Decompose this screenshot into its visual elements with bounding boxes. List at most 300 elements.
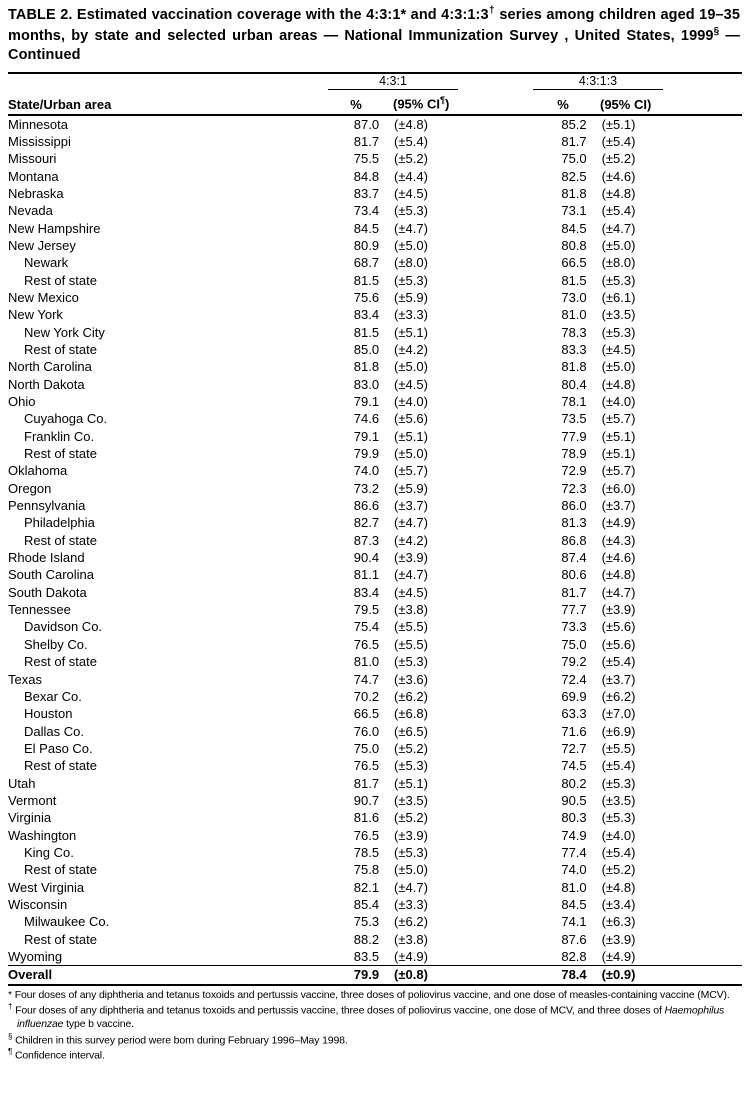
row-pct-431: 80.9 bbox=[353, 237, 380, 253]
row-pct-431: 82.1 bbox=[353, 879, 380, 895]
row-area-name bbox=[8, 740, 339, 757]
row-ci-4313: (±5.0) bbox=[601, 237, 636, 253]
footnote bbox=[8, 1032, 742, 1048]
table-row bbox=[8, 185, 742, 202]
table-row bbox=[8, 462, 742, 479]
row-pct-4313: 78.1 bbox=[561, 394, 587, 409]
row-ci-4313: (±4.7) bbox=[601, 584, 636, 600]
row-area-label: Minnesota bbox=[8, 116, 68, 132]
column-header-pct-431: % bbox=[350, 96, 362, 112]
row-area-name bbox=[8, 931, 339, 948]
row-ci-4313: (±5.7) bbox=[601, 463, 636, 479]
table-row bbox=[8, 202, 742, 219]
table-row bbox=[8, 653, 742, 670]
row-ci-4313: (±6.2) bbox=[601, 688, 636, 704]
row-area-name bbox=[8, 618, 339, 635]
row-ci-4313: (±6.9) bbox=[601, 723, 636, 739]
row-area-label: South Carolina bbox=[8, 567, 94, 583]
row-pct-431: 85.0 bbox=[353, 341, 380, 357]
row-area-name bbox=[8, 948, 339, 965]
row-pct-4313: 74.1 bbox=[561, 914, 587, 930]
row-area-name bbox=[8, 723, 339, 740]
table-row bbox=[8, 705, 742, 722]
row-ci-4313: (±5.7) bbox=[601, 411, 636, 427]
row-pct-4313: 81.5 bbox=[561, 272, 587, 288]
row-pct-4313: 81.3 bbox=[561, 515, 587, 531]
row-area-name bbox=[8, 410, 339, 427]
table-header bbox=[8, 74, 742, 114]
table-row bbox=[8, 254, 742, 271]
row-area-label: Philadelphia bbox=[24, 515, 95, 531]
table-row bbox=[8, 445, 742, 462]
row-area-label: Missouri bbox=[8, 151, 57, 167]
row-ci-4313: (±5.5) bbox=[601, 740, 636, 756]
footnotes bbox=[8, 989, 742, 1064]
row-ci-4313: (±5.1) bbox=[601, 116, 636, 132]
row-ci-4313: (±7.0) bbox=[601, 706, 636, 722]
row-ci-431: (±4.2) bbox=[394, 341, 428, 357]
table-row bbox=[8, 376, 742, 393]
row-area-name bbox=[8, 133, 339, 150]
ci-431-sup: ¶ bbox=[439, 95, 445, 106]
row-ci-431: (±3.3) bbox=[394, 307, 428, 323]
overall-ci-4313: (±0.9) bbox=[601, 967, 636, 983]
table-row bbox=[8, 168, 742, 185]
title-line-1: TABLE 2. Estimated vaccination coverage with the 4:3:1* and 4:3:1:3 bbox=[8, 6, 489, 23]
row-ci-431: (±5.9) bbox=[394, 480, 428, 496]
row-pct-4313: 80.6 bbox=[561, 567, 587, 583]
row-ci-4313: (±4.3) bbox=[601, 532, 636, 548]
row-ci-4313: (±5.3) bbox=[601, 272, 636, 288]
row-pct-4313: 85.2 bbox=[561, 116, 587, 132]
row-area-name bbox=[8, 913, 339, 930]
row-ci-431: (±5.3) bbox=[394, 844, 428, 860]
row-ci-4313: (±6.0) bbox=[601, 480, 636, 496]
table-row bbox=[8, 480, 742, 497]
row-area-label: Montana bbox=[8, 168, 59, 184]
row-ci-431: (±5.3) bbox=[394, 654, 428, 670]
row-ci-431: (±3.6) bbox=[394, 671, 428, 687]
table-body bbox=[8, 116, 742, 966]
row-area-name bbox=[8, 393, 339, 410]
row-area-name bbox=[8, 376, 339, 393]
row-ci-4313: (±5.4) bbox=[601, 844, 636, 860]
row-pct-431: 75.0 bbox=[353, 740, 380, 756]
row-ci-4313: (±4.8) bbox=[601, 376, 636, 392]
row-pct-4313: 72.3 bbox=[561, 480, 587, 496]
row-pct-431: 79.5 bbox=[353, 602, 380, 618]
row-ci-4313: (±5.1) bbox=[601, 446, 636, 462]
table-row bbox=[8, 116, 742, 133]
row-ci-431: (±5.3) bbox=[394, 272, 428, 288]
row-area-name bbox=[8, 809, 339, 826]
footnote-marker: § bbox=[8, 1031, 13, 1041]
footnote bbox=[8, 989, 742, 1002]
row-area-label: El Paso Co. bbox=[24, 740, 93, 756]
column-headers bbox=[8, 96, 742, 112]
table-row bbox=[8, 844, 742, 861]
table-row bbox=[8, 306, 742, 323]
ci-431-close: ) bbox=[444, 96, 450, 112]
table-row bbox=[8, 913, 742, 930]
row-pct-431: 68.7 bbox=[353, 255, 380, 271]
row-pct-4313: 81.0 bbox=[561, 879, 587, 895]
row-pct-4313: 81.8 bbox=[561, 359, 587, 375]
row-area-label: Mississippi bbox=[8, 133, 71, 149]
group-header-431 bbox=[328, 74, 458, 90]
footnote-text: Confidence interval. bbox=[14, 1049, 105, 1062]
table-row bbox=[8, 584, 742, 601]
row-ci-4313: (±3.5) bbox=[601, 792, 636, 808]
group-header-431-rule bbox=[328, 89, 458, 90]
row-pct-431: 86.6 bbox=[353, 498, 380, 514]
row-area-name bbox=[8, 653, 339, 670]
title-line-3: National Immunization Survey , United States, 1999 bbox=[344, 27, 714, 44]
overall-pct-4313: 78.4 bbox=[561, 967, 587, 983]
table-row bbox=[8, 601, 742, 618]
row-area-label: West Virginia bbox=[8, 879, 85, 895]
title-line-1b: series bbox=[494, 6, 542, 23]
table-row bbox=[8, 237, 742, 254]
table-row bbox=[8, 324, 742, 341]
row-ci-4313: (±4.8) bbox=[601, 879, 636, 895]
row-pct-431: 87.3 bbox=[353, 532, 380, 548]
row-area-label: North Carolina bbox=[8, 359, 92, 375]
footnote-text: Children in this survey period were born during February 1996–May 1998. bbox=[15, 1034, 348, 1046]
row-ci-431: (±5.0) bbox=[394, 446, 428, 462]
row-pct-431: 90.7 bbox=[353, 792, 380, 808]
row-area-label: Shelby Co. bbox=[24, 636, 88, 652]
row-pct-431: 81.7 bbox=[353, 775, 380, 791]
row-area-name bbox=[8, 636, 339, 653]
title-line-3b: — Continued bbox=[8, 27, 740, 64]
row-pct-431: 75.5 bbox=[353, 151, 380, 167]
row-area-label: Davidson Co. bbox=[24, 619, 103, 635]
row-pct-431: 76.0 bbox=[353, 723, 380, 739]
table-row bbox=[8, 272, 742, 289]
row-area-name bbox=[8, 341, 339, 358]
row-ci-431: (±3.3) bbox=[394, 896, 428, 912]
table-row bbox=[8, 220, 742, 237]
table-row bbox=[8, 549, 742, 566]
row-ci-4313: (±5.2) bbox=[601, 862, 636, 878]
row-area-name bbox=[8, 601, 339, 618]
row-pct-431: 90.4 bbox=[353, 550, 380, 566]
row-pct-4313: 73.5 bbox=[561, 411, 587, 427]
vaccination-coverage-table bbox=[8, 116, 742, 966]
footnote-text-cont: type b vaccine. bbox=[63, 1018, 134, 1031]
row-ci-431: (±3.9) bbox=[394, 827, 428, 843]
row-pct-431: 81.0 bbox=[353, 654, 380, 670]
row-ci-431: (±3.8) bbox=[394, 931, 428, 947]
row-pct-431: 75.6 bbox=[353, 289, 380, 305]
row-area-name bbox=[8, 168, 339, 185]
row-ci-4313: (±3.9) bbox=[601, 602, 636, 618]
table-row bbox=[8, 671, 742, 688]
row-area-label: Utah bbox=[8, 775, 36, 791]
row-pct-4313: 80.4 bbox=[561, 376, 587, 392]
row-area-label: Rest of state bbox=[24, 758, 97, 774]
row-area-name bbox=[8, 185, 339, 202]
column-header-state: State/Urban area bbox=[8, 96, 112, 112]
table-row bbox=[8, 809, 742, 826]
row-area-label: New York bbox=[8, 307, 63, 323]
row-area-label: Pennsylvania bbox=[8, 498, 86, 514]
row-ci-4313: (±4.5) bbox=[601, 341, 636, 357]
table-row bbox=[8, 757, 742, 774]
row-ci-4313: (±4.6) bbox=[601, 168, 636, 184]
row-pct-431: 73.4 bbox=[353, 203, 380, 219]
row-ci-4313: (±4.6) bbox=[601, 550, 636, 566]
row-ci-431: (±5.1) bbox=[394, 428, 428, 444]
row-pct-4313: 81.7 bbox=[561, 584, 587, 600]
row-ci-431: (±4.0) bbox=[394, 394, 428, 409]
row-area-name bbox=[8, 566, 339, 583]
row-pct-431: 81.1 bbox=[353, 567, 380, 583]
row-area-label: Franklin Co. bbox=[24, 428, 95, 444]
row-pct-4313: 71.6 bbox=[561, 723, 587, 739]
row-area-label: Wyoming bbox=[8, 949, 63, 964]
row-area-label: Washington bbox=[8, 827, 77, 843]
table-row bbox=[8, 879, 742, 896]
row-ci-431: (±4.7) bbox=[394, 515, 428, 531]
row-area-name bbox=[8, 792, 339, 809]
row-pct-431: 74.0 bbox=[353, 463, 380, 479]
row-area-label: New York City bbox=[24, 324, 105, 340]
table-row bbox=[8, 289, 742, 306]
footnote-marker: ¶ bbox=[8, 1047, 13, 1057]
row-area-label: Rhode Island bbox=[8, 550, 85, 566]
row-pct-4313: 73.3 bbox=[561, 619, 587, 635]
footer-rule bbox=[8, 984, 742, 986]
row-pct-4313: 78.3 bbox=[561, 324, 587, 340]
row-area-label: Oklahoma bbox=[8, 463, 68, 479]
row-ci-4313: (±5.3) bbox=[601, 324, 636, 340]
table-row bbox=[8, 723, 742, 740]
row-pct-431: 73.2 bbox=[353, 480, 380, 496]
overall-pct-431: 79.9 bbox=[353, 967, 380, 983]
row-ci-4313: (±5.2) bbox=[601, 151, 636, 167]
footnote-marker: † bbox=[8, 1002, 13, 1012]
row-area-name bbox=[8, 445, 339, 462]
row-ci-4313: (±3.4) bbox=[601, 896, 636, 912]
table-row bbox=[8, 827, 742, 844]
row-ci-431: (±5.1) bbox=[394, 775, 428, 791]
row-area-name bbox=[8, 532, 339, 549]
row-pct-4313: 73.1 bbox=[561, 203, 587, 219]
row-area-name bbox=[8, 254, 339, 271]
table-row bbox=[8, 393, 742, 410]
row-ci-431: (±5.2) bbox=[394, 810, 428, 826]
table-row bbox=[8, 532, 742, 549]
row-area-label: Rest of state bbox=[24, 862, 97, 878]
row-area-name bbox=[8, 896, 339, 913]
row-area-label: Oregon bbox=[8, 480, 52, 496]
row-ci-431: (±5.6) bbox=[394, 411, 428, 427]
row-area-label: Rest of state bbox=[24, 654, 97, 670]
row-area-label: Tennessee bbox=[8, 602, 71, 618]
row-pct-431: 76.5 bbox=[353, 758, 380, 774]
row-area-name bbox=[8, 671, 339, 688]
row-area-name bbox=[8, 289, 339, 306]
group-header-431-label: 4:3:1 bbox=[379, 73, 407, 88]
row-pct-431: 81.6 bbox=[353, 810, 380, 826]
row-pct-431: 84.8 bbox=[353, 168, 380, 184]
footnote-italic-term: Haemophilus influenzae bbox=[17, 1004, 725, 1031]
row-area-name bbox=[8, 514, 339, 531]
row-area-label: Rest of state bbox=[24, 272, 97, 288]
table-row bbox=[8, 618, 742, 635]
table-row bbox=[8, 688, 742, 705]
row-pct-431: 83.5 bbox=[353, 949, 380, 964]
row-ci-431: (±5.9) bbox=[394, 289, 428, 305]
row-pct-431: 83.4 bbox=[353, 584, 380, 600]
row-pct-4313: 80.8 bbox=[561, 237, 587, 253]
row-pct-4313: 81.7 bbox=[561, 133, 587, 149]
row-ci-431: (±4.7) bbox=[394, 567, 428, 583]
row-pct-4313: 74.9 bbox=[561, 827, 587, 843]
row-area-label: North Dakota bbox=[8, 376, 85, 392]
row-ci-431: (±3.7) bbox=[394, 498, 428, 514]
row-ci-431: (±5.3) bbox=[394, 203, 428, 219]
row-ci-4313: (±5.3) bbox=[601, 810, 636, 826]
row-pct-431: 79.9 bbox=[353, 446, 380, 462]
row-pct-4313: 72.7 bbox=[561, 740, 587, 756]
row-ci-431: (±4.7) bbox=[394, 879, 428, 895]
row-ci-4313: (±4.8) bbox=[601, 567, 636, 583]
table-row bbox=[8, 358, 742, 375]
title-dagger-sup: † bbox=[488, 5, 495, 16]
row-ci-431: (±3.9) bbox=[394, 550, 428, 566]
row-pct-431: 75.8 bbox=[353, 862, 380, 878]
row-area-label: Rest of state bbox=[24, 931, 97, 947]
row-ci-431: (±6.2) bbox=[394, 688, 428, 704]
row-area-label: King Co. bbox=[24, 844, 74, 860]
row-ci-431: (±5.5) bbox=[394, 636, 428, 652]
row-pct-4313: 86.8 bbox=[561, 532, 587, 548]
table-row bbox=[8, 896, 742, 913]
row-ci-431: (±5.1) bbox=[394, 324, 428, 340]
table-row bbox=[8, 948, 742, 965]
row-ci-4313: (±3.7) bbox=[601, 498, 636, 514]
row-pct-431: 83.0 bbox=[353, 376, 380, 392]
row-ci-431: (±5.5) bbox=[394, 619, 428, 635]
table-row bbox=[8, 410, 742, 427]
row-pct-4313: 78.9 bbox=[561, 446, 587, 462]
row-pct-4313: 86.0 bbox=[561, 498, 587, 514]
row-ci-431: (±8.0) bbox=[394, 255, 428, 271]
row-area-name bbox=[8, 237, 339, 254]
table-row-overall bbox=[8, 966, 742, 983]
row-area-label: South Dakota bbox=[8, 584, 87, 600]
row-area-name bbox=[8, 688, 339, 705]
footnote-text: Four doses of any diphtheria and tetanus toxoids and pertussis vaccine, three doses of poliovirus vaccine, one dose of MCV, and three doses of bbox=[15, 1004, 665, 1017]
table-row bbox=[8, 931, 742, 948]
row-pct-431: 76.5 bbox=[353, 827, 380, 843]
row-ci-431: (±4.5) bbox=[394, 584, 428, 600]
row-pct-4313: 74.5 bbox=[561, 758, 587, 774]
row-ci-431: (±5.7) bbox=[394, 463, 428, 479]
row-ci-4313: (±3.9) bbox=[601, 931, 636, 947]
row-ci-431: (±6.2) bbox=[394, 914, 428, 930]
group-header-4313-rule bbox=[533, 89, 663, 90]
footnote bbox=[8, 1047, 742, 1063]
row-area-label: Rest of state bbox=[24, 341, 97, 357]
row-pct-4313: 77.9 bbox=[561, 428, 587, 444]
row-ci-431: (±5.0) bbox=[394, 359, 428, 375]
row-pct-431: 74.7 bbox=[353, 671, 380, 687]
row-area-label: Virginia bbox=[8, 810, 52, 826]
row-pct-431: 79.1 bbox=[353, 428, 380, 444]
row-ci-4313: (±4.0) bbox=[601, 394, 636, 409]
row-ci-4313: (±6.3) bbox=[601, 914, 636, 930]
table-row bbox=[8, 566, 742, 583]
row-pct-431: 70.2 bbox=[353, 688, 380, 704]
row-area-name bbox=[8, 497, 339, 514]
row-ci-4313: (±3.5) bbox=[601, 307, 636, 323]
row-ci-431: (±4.5) bbox=[394, 376, 428, 392]
footnote-text: Four doses of any diphtheria and tetanus toxoids and pertussis vaccine, three doses of poliovirus vaccine, and one dose of measles-containing vaccine (MCV). bbox=[14, 988, 730, 1001]
row-area-label: New Jersey bbox=[8, 237, 76, 253]
row-pct-431: 82.7 bbox=[353, 515, 380, 531]
table-row bbox=[8, 341, 742, 358]
row-area-label: New Mexico bbox=[8, 289, 79, 305]
row-area-name bbox=[8, 358, 339, 375]
table-row bbox=[8, 133, 742, 150]
row-pct-4313: 80.2 bbox=[561, 775, 587, 791]
row-ci-4313: (±4.9) bbox=[601, 949, 636, 964]
table-row bbox=[8, 740, 742, 757]
table-row bbox=[8, 428, 742, 445]
ci-431-text: (95% CI bbox=[393, 96, 440, 112]
row-ci-431: (±3.8) bbox=[394, 602, 428, 618]
row-pct-431: 81.5 bbox=[353, 324, 380, 340]
group-header-4313-label: 4:3:1:3 bbox=[578, 73, 618, 88]
row-pct-4313: 75.0 bbox=[561, 636, 587, 652]
row-ci-4313: (±3.7) bbox=[601, 671, 636, 687]
row-area-name bbox=[8, 584, 339, 601]
row-pct-4313: 72.4 bbox=[561, 671, 587, 687]
row-pct-431: 87.0 bbox=[353, 116, 380, 132]
row-area-label: Wisconsin bbox=[8, 896, 68, 912]
row-ci-431: (±4.9) bbox=[394, 949, 428, 964]
row-area-name bbox=[8, 116, 339, 133]
row-area-label: Nevada bbox=[8, 203, 53, 219]
row-ci-4313: (±5.6) bbox=[601, 636, 636, 652]
row-ci-4313: (±5.3) bbox=[601, 775, 636, 791]
row-ci-4313: (±5.4) bbox=[601, 133, 636, 149]
row-area-name bbox=[8, 775, 339, 792]
group-header-4313 bbox=[533, 74, 663, 90]
footnote bbox=[8, 1002, 742, 1031]
row-area-label: Rest of state bbox=[24, 532, 97, 548]
row-ci-431: (±4.7) bbox=[394, 220, 428, 236]
row-ci-4313: (±4.9) bbox=[601, 515, 636, 531]
row-pct-431: 85.4 bbox=[353, 896, 380, 912]
row-pct-4313: 87.6 bbox=[561, 931, 587, 947]
row-ci-431: (±5.0) bbox=[394, 862, 428, 878]
row-pct-4313: 73.0 bbox=[561, 289, 587, 305]
row-ci-431: (±5.3) bbox=[394, 758, 428, 774]
row-pct-4313: 90.5 bbox=[561, 792, 587, 808]
row-area-name bbox=[8, 462, 339, 479]
row-pct-431: 81.8 bbox=[353, 359, 380, 375]
row-pct-4313: 75.0 bbox=[561, 151, 587, 167]
row-area-name bbox=[8, 428, 339, 445]
row-area-name bbox=[8, 705, 339, 722]
row-ci-4313: (±4.7) bbox=[601, 220, 636, 236]
table-row bbox=[8, 150, 742, 167]
